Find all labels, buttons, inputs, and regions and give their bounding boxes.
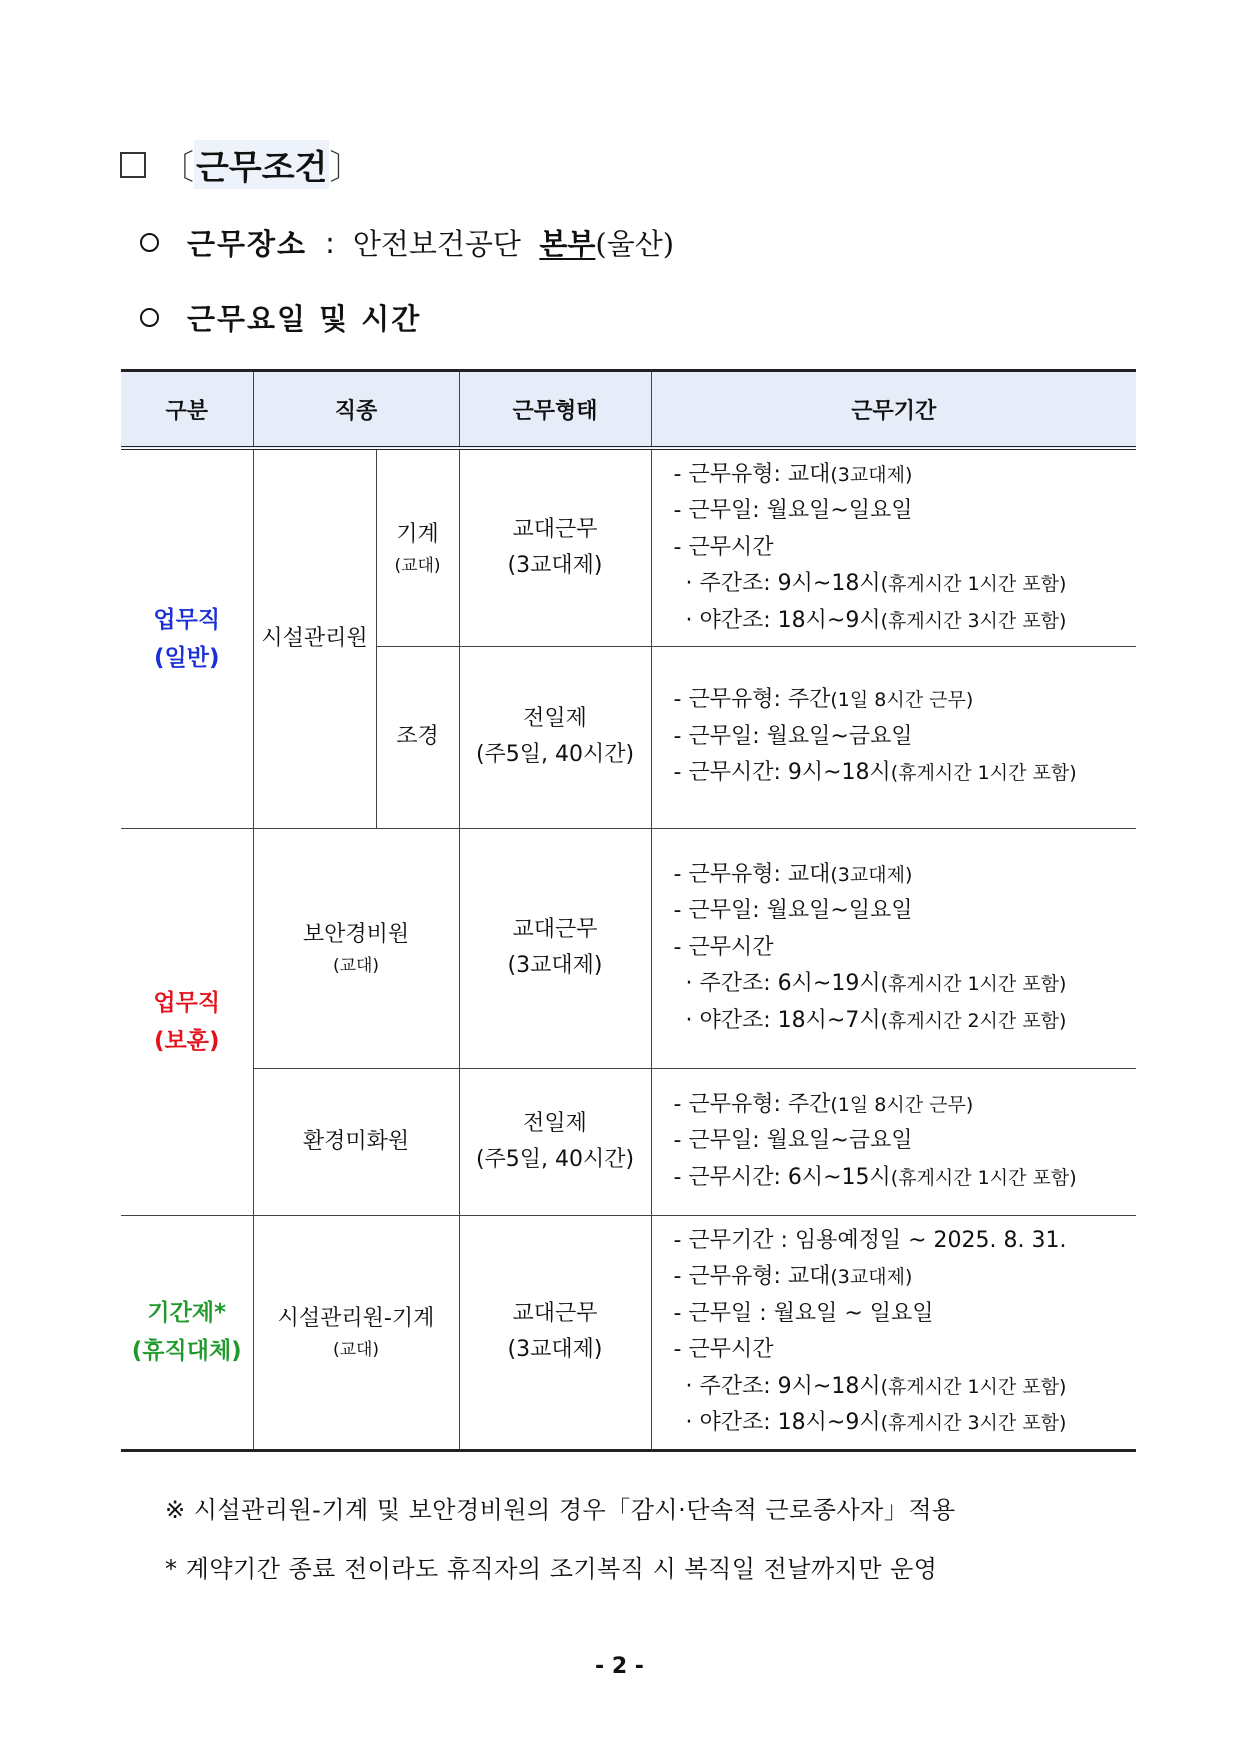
period-line: - 근무시간: 9시~18시(휴게시간 1시간 포함): [673, 760, 1077, 786]
period-line: · 주간조: 9시~18시(휴게시간 1시간 포함): [685, 1373, 1067, 1399]
job-temp-label: 시설관리원-기계: [277, 1306, 435, 1331]
group-veteran-line1: 업무직: [153, 989, 221, 1016]
hours-label: 근무요일 및 시간: [187, 302, 422, 336]
table-row: [121, 828, 1136, 1068]
place-value: 안전보건공단: [352, 227, 521, 261]
period-landscape: [651, 646, 1136, 828]
period-line: · 야간조: 18시~7시(휴게시간 2시간 포함): [685, 1007, 1067, 1033]
note-1: ※ 시설관리원-기계 및 보안경비원의 경우「감시·단속적 근로종사자」적용: [165, 1496, 956, 1524]
job-mech: [376, 448, 459, 646]
group-general-line1: 업무직: [153, 606, 221, 633]
period-line: - 근무유형: 주간(1일 8시간 근무): [673, 687, 974, 713]
period-temp: [651, 1215, 1136, 1450]
form-temp: [459, 1215, 651, 1450]
period-line: - 근무시간: 6시~15시(휴게시간 1시간 포함): [673, 1164, 1077, 1190]
hours-bullet: [140, 297, 421, 338]
period-line: - 근무시간: [673, 1337, 774, 1362]
job-temp-sub: (교대): [332, 1340, 380, 1360]
period-line: - 근무유형: 교대(3교대제): [673, 861, 913, 887]
section-title-text: 근무조건: [194, 140, 329, 189]
header-period: 근무기간: [651, 371, 1136, 449]
table-row: [121, 448, 1136, 646]
form-landscape: [459, 646, 651, 828]
job-facility: 시설관리원: [253, 448, 376, 828]
period-security: [651, 828, 1136, 1068]
form-mech-sub: (3교대제): [507, 552, 603, 578]
period-line: · 야간조: 18시~9시(휴게시간 3시간 포함): [685, 607, 1067, 633]
header-form: 근무형태: [459, 371, 651, 449]
bracket-open: 〔: [160, 148, 194, 188]
form-mech: [459, 448, 651, 646]
period-line: - 근무유형: 교대(3교대제): [673, 461, 913, 487]
place-value-bold: 본부: [539, 227, 596, 261]
job-security: [253, 828, 459, 1068]
group-temp-line1: 기간제*: [147, 1300, 227, 1326]
period-line: - 근무시간: [673, 934, 774, 960]
form-security-sub: (3교대제): [507, 953, 603, 978]
form-cleaning: [459, 1068, 651, 1215]
place-sep: :: [325, 225, 335, 260]
header-category: 구분: [121, 371, 253, 449]
circle-bullet-icon: [140, 233, 159, 252]
place-value-suffix: (울산): [595, 227, 675, 261]
group-temp-line2: (휴직대체): [131, 1338, 242, 1364]
group-veteran-line2: (보훈): [154, 1027, 220, 1054]
period-line: - 근무시간: [673, 534, 774, 560]
job-mech-label: 기계: [396, 521, 439, 547]
group-general-line2: (일반): [154, 644, 220, 671]
header-job: 직종: [253, 371, 459, 449]
group-general: [121, 448, 253, 828]
place-label: 근무장소: [187, 227, 308, 261]
period-mech: [651, 448, 1136, 646]
period-line: - 근무일: 월요일~일요일: [673, 498, 913, 523]
job-cleaning: 환경미화원: [253, 1068, 459, 1215]
form-mech-label: 교대근무: [512, 516, 598, 542]
group-veteran: [121, 828, 253, 1215]
period-line: - 근무일: 월요일~금요일: [673, 1128, 913, 1154]
period-line: - 근무기간 : 임용예정일 ~ 2025. 8. 31.: [673, 1227, 1067, 1253]
period-line: - 근무일: 월요일~일요일: [673, 898, 913, 924]
table-row: [121, 1215, 1136, 1450]
group-temp: [121, 1215, 253, 1450]
job-security-sub: (교대): [332, 956, 380, 976]
job-temp: [253, 1215, 459, 1450]
page-number: - 2 -: [595, 1654, 644, 1679]
section-title: [120, 140, 363, 189]
job-security-label: 보안경비원: [302, 922, 410, 947]
form-security: [459, 828, 651, 1068]
form-temp-sub: (3교대제): [507, 1337, 603, 1362]
job-landscape: 조경: [376, 646, 459, 828]
form-landscape-label: 전일제: [523, 706, 587, 731]
circle-bullet-icon: [140, 308, 159, 327]
period-line: · 야간조: 18시~9시(휴게시간 3시간 포함): [685, 1410, 1067, 1435]
place-bullet: [140, 222, 674, 263]
period-cleaning: [651, 1068, 1136, 1215]
job-mech-sub: (교대): [394, 555, 441, 576]
table-row: [121, 1068, 1136, 1215]
period-line: - 근무일: 월요일~금요일: [673, 723, 913, 749]
work-conditions-table: [121, 369, 1136, 1452]
form-cleaning-sub: (주5일, 40시간): [475, 1146, 635, 1172]
period-line: · 주간조: 9시~18시(휴게시간 1시간 포함): [685, 571, 1067, 596]
period-line: - 근무유형: 교대(3교대제): [673, 1264, 913, 1289]
form-temp-label: 교대근무: [512, 1301, 598, 1326]
checkbox-icon: [120, 152, 146, 178]
bracket-close: 〕: [329, 148, 364, 188]
table-header-row: [121, 371, 1136, 449]
period-line: - 근무일 : 월요일 ~ 일요일: [673, 1300, 934, 1326]
period-line: - 근무유형: 주간(1일 8시간 근무): [673, 1091, 974, 1117]
period-line: · 주간조: 6시~19시(휴게시간 1시간 포함): [685, 971, 1067, 997]
form-landscape-sub: (주5일, 40시간): [475, 742, 635, 767]
form-security-label: 교대근무: [512, 917, 598, 942]
note-2: * 계약기간 종료 전이라도 휴직자의 조기복직 시 복직일 전날까지만 운영: [165, 1555, 938, 1583]
form-cleaning-label: 전일제: [523, 1110, 587, 1136]
